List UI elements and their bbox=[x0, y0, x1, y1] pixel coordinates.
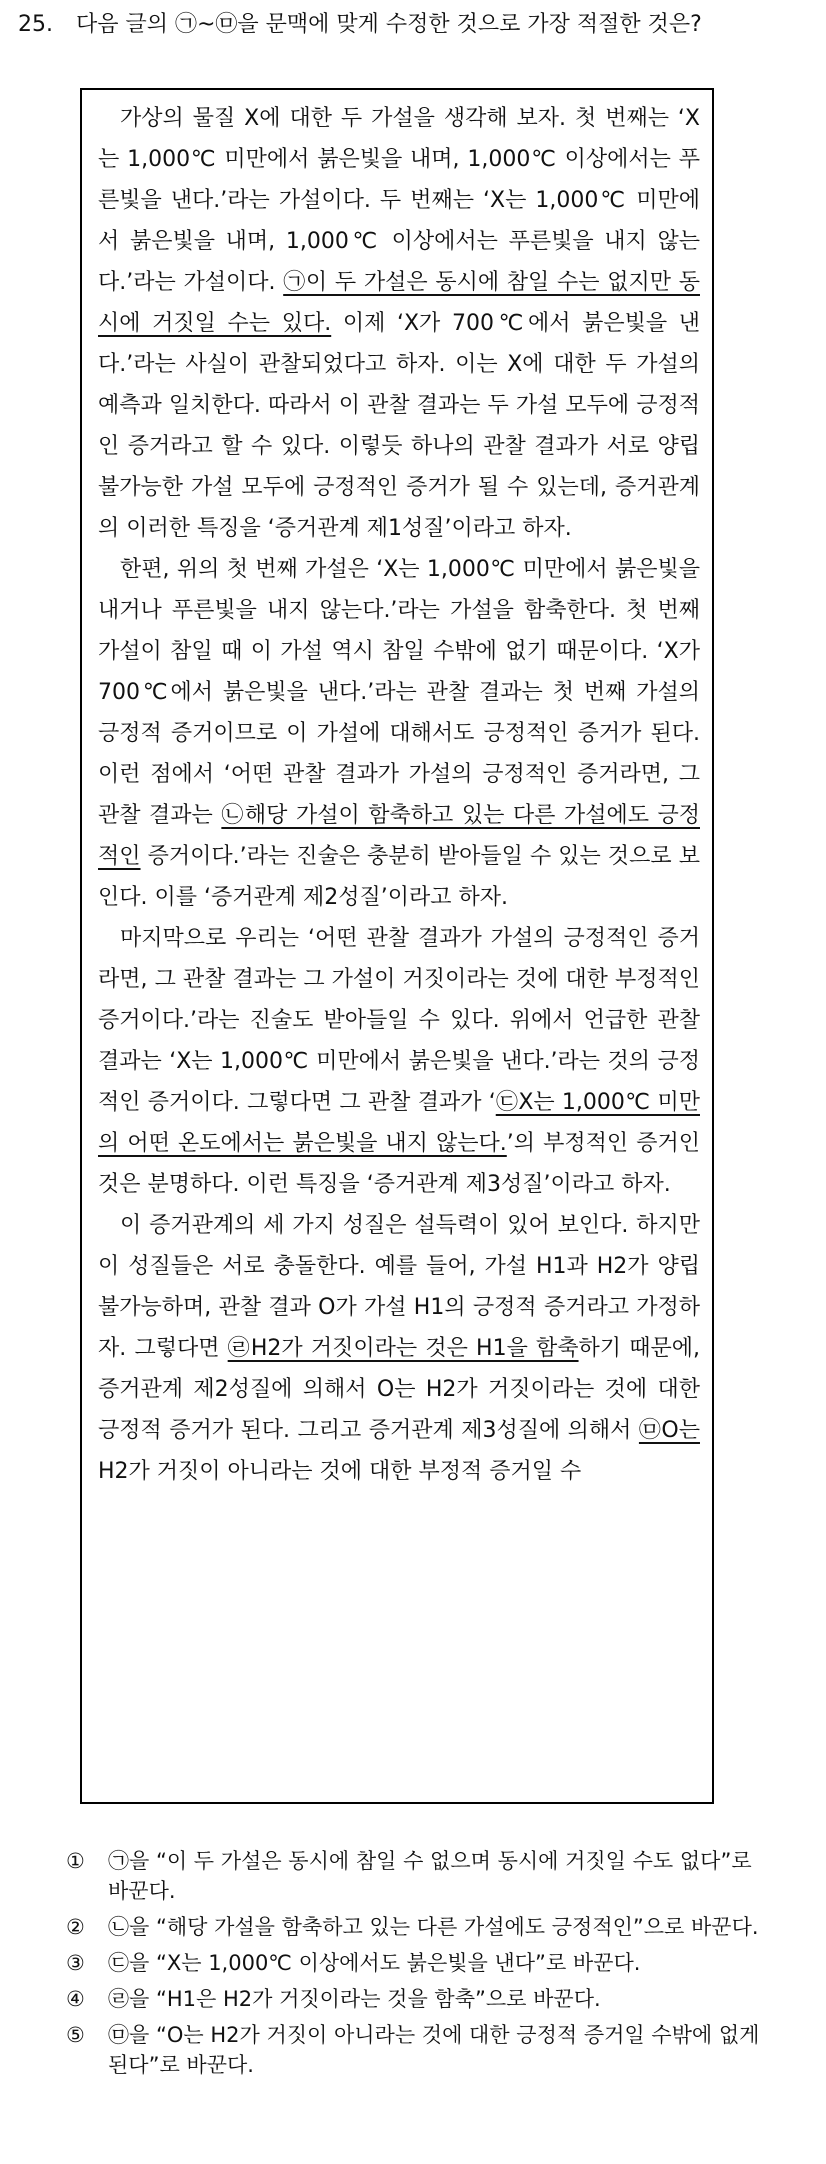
choice-number: ② bbox=[66, 1915, 85, 1939]
paragraph-3-text-b: ’의 부정적인 증거인 것은 분명하다. 이런 특징을 ‘증거관계 제3성질’이라고 하자. bbox=[98, 1131, 700, 1197]
choice-text: ㉠을 “이 두 가설은 동시에 참일 수 없으며 동시에 거짓일 수도 없다”로 바꾼다. bbox=[108, 1849, 752, 1903]
underlined-phrase-4: ㉣H2가 거짓이라는 것은 H1을 함축 bbox=[227, 1336, 579, 1361]
passage-box bbox=[80, 88, 714, 1804]
paragraph-2 bbox=[98, 549, 700, 918]
choice-4[interactable] bbox=[66, 1984, 766, 2014]
paragraph-4 bbox=[98, 1205, 700, 1492]
underlined-phrase-1: ㉠이 두 가설은 동시에 참일 수는 없지만 동시에 거짓일 수는 있다. bbox=[98, 270, 700, 336]
choice-1[interactable] bbox=[66, 1846, 766, 1906]
choice-2[interactable] bbox=[66, 1912, 766, 1942]
choice-number: ④ bbox=[66, 1987, 85, 2011]
paragraph-4-text-c: H2가 거짓이 아니라는 것에 대한 부정적 증거일 수 bbox=[98, 1459, 582, 1484]
choice-text: ㉣을 “H1은 H2가 거짓이라는 것을 함축”으로 바꾼다. bbox=[108, 1987, 601, 2011]
paragraph-3-text-a: 마지막으로 우리는 ‘어떤 관찰 결과가 가설의 긍정적인 증거라면, 그 관찰 결과는 그 가설이 거짓이라는 것에 대한 부정적인 증거이다.’라는 진술도 받아들일 수 있다. 위에서 언급한 관찰 결과는 ‘X는 1,000℃ 미만에서 붉은빛을 낸다.’라는 것의 긍정적인 증거이다. 그렇다면 그 관찰 결과가 ‘ bbox=[98, 926, 700, 1115]
answer-choices bbox=[66, 1846, 766, 2086]
question-number: 25. bbox=[18, 12, 53, 37]
choice-text: ㉤을 “O는 H2가 거짓이 아니라는 것에 대한 긍정적 증거일 수밖에 없게 된다”로 바꾼다. bbox=[108, 2023, 760, 2077]
underlined-phrase-5: ㉤O는 bbox=[638, 1418, 700, 1443]
paragraph-1-text-b: 이제 ‘X가 700℃에서 붉은빛을 낸다.’라는 사실이 관찰되었다고 하자. 이는 X에 대한 두 가설의 예측과 일치한다. 따라서 이 관찰 결과는 두 가설 모두에 긍정적인 증거라고 할 수 있다. 이렇듯 하나의 관찰 결과가 서로 양립불가능한 가설 모두에 긍정적인 증거가 될 수 있는데, 증거관계의 이러한 특징을 ‘증거관계 제1성질’이라고 하자. bbox=[98, 311, 701, 541]
choice-text: ㉡을 “해당 가설을 함축하고 있는 다른 가설에도 긍정적인”으로 바꾼다. bbox=[108, 1915, 759, 1939]
question-text: 다음 글의 ㉠~㉤을 문맥에 맞게 수정한 것으로 가장 적절한 것은? bbox=[76, 12, 702, 37]
choice-number: ⑤ bbox=[66, 2023, 85, 2047]
underlined-phrase-2: ㉡해당 가설이 함축하고 있는 다른 가설에도 긍정적인 bbox=[98, 803, 700, 869]
paragraph-1 bbox=[98, 98, 700, 549]
choice-number: ① bbox=[66, 1849, 85, 1873]
paragraph-2-text-b: 증거이다.’라는 진술은 충분히 받아들일 수 있는 것으로 보인다. 이를 ‘증거관계 제2성질’이라고 하자. bbox=[98, 844, 700, 910]
paragraph-4-text-a: 이 증거관계의 세 가지 성질은 설득력이 있어 보인다. 하지만 이 성질들은 서로 충돌한다. 예를 들어, 가설 H1과 H2가 양립불가능하며, 관찰 결과 O가 가설 H1의 긍정적 증거라고 가정하자. 그렇다면 bbox=[98, 1213, 700, 1361]
paragraph-2-text-a: 한편, 위의 첫 번째 가설은 ‘X는 1,000℃ 미만에서 붉은빛을 내거나 푸른빛을 내지 않는다.’라는 가설을 함축한다. 첫 번째 가설이 참일 때 이 가설 역시 참일 수밖에 없기 때문이다. ‘X가 700℃에서 붉은빛을 낸다.’라는 관찰 결과는 첫 번째 가설의 긍정적 증거이므로 이 가설에 대해서도 긍정적인 증거가 된다. 이런 점에서 ‘어떤 관찰 결과가 가설의 긍정적인 증거라면, 그 관찰 결과는 bbox=[98, 557, 700, 828]
choice-number: ③ bbox=[66, 1951, 85, 1975]
paragraph-4-text-b: 하기 때문에, 증거관계 제2성질에 의해서 O는 H2가 거짓이라는 것에 대한 긍정적 증거가 된다. 그리고 증거관계 제3성질에 의해서 bbox=[98, 1336, 701, 1443]
paragraph-3 bbox=[98, 918, 700, 1205]
passage-text bbox=[98, 98, 700, 1492]
choice-3[interactable] bbox=[66, 1948, 766, 1978]
choice-5[interactable] bbox=[66, 2020, 766, 2080]
paragraph-1-text-a: 가상의 물질 X에 대한 두 가설을 생각해 보자. 첫 번째는 ‘X는 1,000℃ 미만에서 붉은빛을 내며, 1,000℃ 이상에서는 푸른빛을 낸다.’라는 가설이다. 두 번째는 ‘X는 1,000℃ 미만에서 붉은빛을 내며, 1,000℃ 이상에서는 푸른빛을 내지 않는다.’라는 가설이다. bbox=[98, 106, 700, 295]
choice-text: ㉢을 “X는 1,000℃ 이상에서도 붉은빛을 낸다”로 바꾼다. bbox=[108, 1951, 641, 1975]
underlined-phrase-3: ㉢X는 1,000℃ 미만의 어떤 온도에서는 붉은빛을 내지 않는다. bbox=[98, 1090, 700, 1156]
